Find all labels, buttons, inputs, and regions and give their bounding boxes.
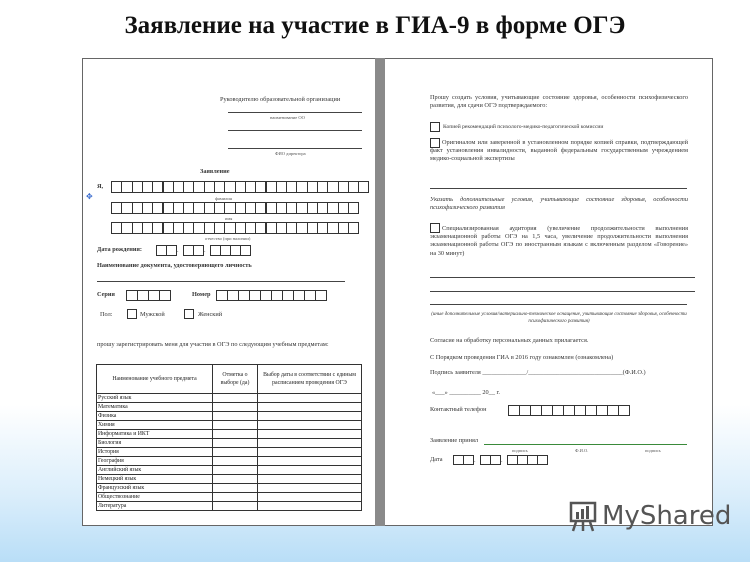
caption-sign2: подпись	[645, 448, 661, 453]
caption-org: наименование ОО	[270, 115, 305, 120]
table-row	[97, 493, 362, 502]
date-cell[interactable]	[258, 394, 362, 403]
subject-name: География	[97, 457, 213, 466]
caption-sign: подпись	[512, 448, 528, 453]
mark-cell[interactable]	[213, 403, 258, 412]
female-label: Женский	[198, 311, 223, 318]
caption-name: имя	[225, 216, 233, 221]
subject-name: Английский язык	[97, 466, 213, 475]
presentation-board-icon	[568, 500, 598, 532]
header-mark: Отметка о выборе (да)	[213, 365, 258, 394]
mark-cell[interactable]	[213, 484, 258, 493]
specify-text: Указать дополнительные условия, учитывающие состояние здоровья, особенности психофизического развития	[430, 196, 688, 212]
date-cell[interactable]	[258, 439, 362, 448]
mark-cell[interactable]	[213, 475, 258, 484]
table-row	[97, 421, 362, 430]
subject-name: Информатика и ИКТ	[97, 430, 213, 439]
subject-name: История	[97, 448, 213, 457]
char-box[interactable]	[463, 455, 474, 465]
table-row	[97, 484, 362, 493]
subject-name: Немецкий язык	[97, 475, 213, 484]
addressee: Руководителю образовательной организации	[220, 96, 341, 103]
char-box[interactable]	[537, 455, 548, 465]
table-row	[97, 403, 362, 412]
watermark	[568, 500, 731, 532]
date-label: Дата	[430, 456, 443, 463]
consent-text: Согласие на обработку персональных данных прилагается.	[430, 337, 589, 344]
request-text: прошу зарегистрировать меня для участия в ОГЭ по следующим учебным предметам:	[97, 341, 329, 348]
mark-cell[interactable]	[213, 493, 258, 502]
recommendation-checkbox[interactable]	[430, 122, 440, 132]
female-checkbox[interactable]	[184, 309, 194, 319]
date-cell[interactable]	[258, 430, 362, 439]
statement-heading: Заявление	[200, 168, 230, 175]
char-box[interactable]	[240, 245, 251, 256]
subject-name: Литература	[97, 502, 213, 511]
date-line[interactable]: «___» __________ 20__ г.	[432, 389, 500, 396]
char-box[interactable]	[490, 455, 501, 465]
header-subject: Наименование учебного предмета	[97, 365, 213, 394]
table-row	[97, 502, 362, 511]
subject-name: Биология	[97, 439, 213, 448]
male-checkbox[interactable]	[127, 309, 137, 319]
table-row	[97, 394, 362, 403]
date-cell[interactable]	[258, 502, 362, 511]
mark-cell[interactable]	[213, 412, 258, 421]
signature-line[interactable]: Подпись заявителя ______________/______________________________(Ф.И.О.)	[430, 369, 646, 376]
char-box[interactable]	[193, 245, 204, 256]
mark-cell[interactable]	[213, 457, 258, 466]
subject-name: Русский язык	[97, 394, 213, 403]
watermark-text: MyShared	[602, 501, 732, 531]
option-special-room: Специализированная аудитория (увеличение продолжительности выполнения экзаменационной работы ОГЭ на 1,5 часа, увеличение продолжительности выполнения экзаменационной работы ОГЭ по иностранным языкам с включенным разделом «Говорение» на 30 минут)	[430, 225, 688, 257]
page-divider	[375, 58, 385, 526]
slide-title: Заявление на участие в ГИА-9 в форме ОГЭ	[124, 12, 626, 39]
char-box[interactable]	[348, 202, 359, 214]
char-box[interactable]	[348, 222, 359, 234]
subject-name: Химия	[97, 421, 213, 430]
table-row	[97, 439, 362, 448]
table-row	[97, 430, 362, 439]
caption-patronymic: отчество (при наличии)	[205, 236, 251, 241]
mark-cell[interactable]	[213, 421, 258, 430]
mark-cell[interactable]	[213, 439, 258, 448]
table-row	[97, 412, 362, 421]
caption-fio: Ф.И.О.	[575, 448, 589, 453]
document-label: Наименование документа, удостоверяющего личность	[97, 262, 252, 269]
sex-label: Пол:	[100, 311, 113, 318]
i-label: Я,	[97, 183, 104, 190]
char-box[interactable]	[315, 290, 327, 301]
subject-name: Обществознание	[97, 493, 213, 502]
table-row	[97, 475, 362, 484]
char-box[interactable]	[618, 405, 630, 416]
table-row	[97, 466, 362, 475]
move-handle-icon[interactable]: ✥	[86, 192, 93, 201]
procedure-text: С Порядком проведения ГИА в 2016 году ознакомлен (ознакомлена)	[430, 354, 614, 361]
char-box[interactable]	[166, 245, 177, 256]
mark-cell[interactable]	[213, 502, 258, 511]
subject-name: Математика	[97, 403, 213, 412]
date-cell[interactable]	[258, 421, 362, 430]
number-label: Номер	[192, 291, 211, 298]
male-label: Мужской	[140, 311, 165, 318]
mark-cell[interactable]	[213, 448, 258, 457]
other-conditions-caption: (иные дополнительные условия/материально-техническое оснащение, учитывающие состояние здоровья, особенности психофизического развития)	[431, 312, 687, 324]
date-cell[interactable]	[258, 484, 362, 493]
subject-name: Физика	[97, 412, 213, 421]
date-cell[interactable]	[258, 448, 362, 457]
caption-director: ФИО директора	[275, 151, 306, 156]
birth-label: Дата рождения:	[97, 246, 143, 253]
phone-label: Контактный телефон	[430, 406, 487, 413]
date-cell[interactable]	[258, 412, 362, 421]
intro-text: Прошу создать условия, учитывающие состояние здоровья, особенности психофизического развития, для сдачи ОГЭ подтверждаемого:	[430, 94, 688, 110]
series-label: Серия	[97, 291, 115, 298]
caption-surname: фамилия	[215, 196, 232, 201]
subjects-table	[96, 364, 362, 511]
date-cell[interactable]	[258, 475, 362, 484]
accepted-label: Заявление принял	[430, 437, 479, 444]
date-cell[interactable]	[258, 403, 362, 412]
table-row	[97, 448, 362, 457]
header-date: Выбор даты в соответствии с единым расписанием проведения ОГЭ	[258, 365, 362, 394]
date-cell[interactable]	[258, 457, 362, 466]
char-box[interactable]	[358, 181, 369, 193]
option-disability: Оригиналом или заверенной в установленном порядке копией справки, подтверждающей факт установления инвалидности, выданной федеральным государственным учреждением медико-социальной экспертизы	[430, 139, 688, 163]
table-row	[97, 457, 362, 466]
char-box[interactable]	[159, 290, 171, 301]
date-cell[interactable]	[258, 493, 362, 502]
subject-name: Французский язык	[97, 484, 213, 493]
mark-cell[interactable]	[213, 466, 258, 475]
date-cell[interactable]	[258, 466, 362, 475]
option-recommendation: Копией рекомендаций психолого-медико-педагогической комиссии	[443, 124, 604, 130]
mark-cell[interactable]	[213, 394, 258, 403]
mark-cell[interactable]	[213, 430, 258, 439]
